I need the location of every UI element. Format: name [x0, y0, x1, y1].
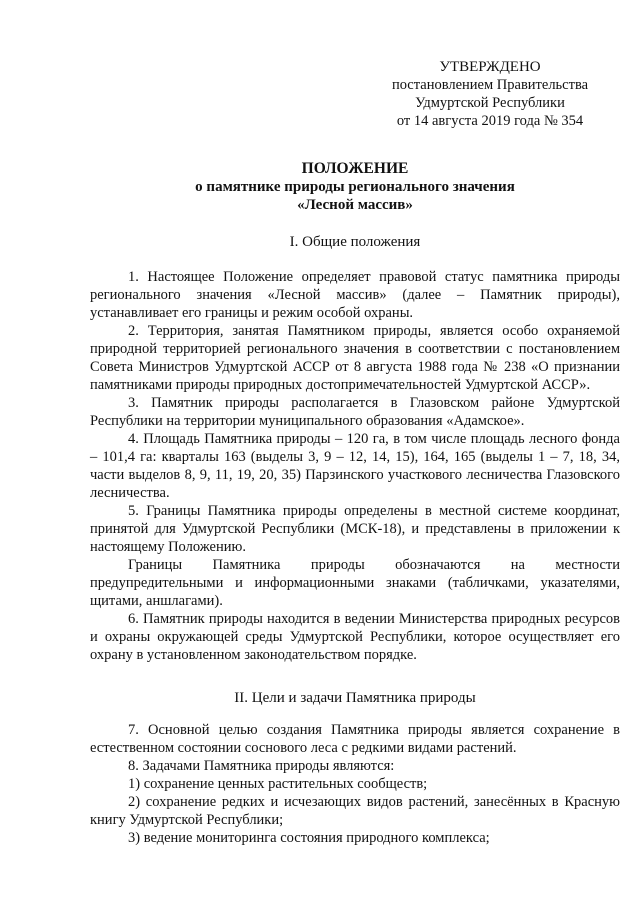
- document-title: [90, 160, 620, 214]
- paragraph: 7. Основной целью создания Памятника природы является сохранение в естественном состоянии соснового леса с редкими видами растений.: [90, 722, 620, 756]
- list-item: 3) ведение мониторинга состояния природного комплекса;: [128, 830, 490, 846]
- section-body: [90, 721, 620, 847]
- approval-date: от 14 августа 2019 года № 354: [396, 113, 584, 129]
- paragraph: 8. Задачами Памятника природы являются:: [128, 758, 395, 774]
- section-heading: II. Цели и задачи Памятника природы: [234, 690, 476, 706]
- title-subtitle: о памятнике природы регионального значения: [195, 179, 515, 195]
- approval-stamp: [360, 58, 620, 130]
- paragraph: 5. Границы Памятника природы определены в местной системе координат, принятой для Удмуртской Республики (МСК-18), и представлены в приложении к настоящему Положению.: [90, 503, 620, 555]
- approval-line: постановлением Правительства: [391, 77, 589, 93]
- approval-line: Удмуртской Республики: [415, 95, 565, 111]
- list-item: 2) сохранение редких и исчезающих видов растений, занесённых в Красную книгу Удмуртской Республики;: [90, 794, 620, 828]
- title-main: ПОЛОЖЕНИЕ: [301, 160, 409, 177]
- paragraph: 4. Площадь Памятника природы – 120 га, в том числе площадь лесного фонда – 101,4 га: кварталы 163 (выделы 3, 9 – 12, 14, 15), 164, 165 (выделы 1 – 7, 18, 34, части выделов 8, 9, 11, 19, 20, 35) Парзинского участкового лесничества Глазовского лесничества.: [90, 431, 620, 501]
- paragraph: 6. Памятник природы находится в ведении Министерства природных ресурсов и охраны окружающей среды Удмуртской Республики, которое осуществляет его охрану в установленном законодательством порядке.: [90, 611, 620, 663]
- approval-heading: УТВЕРЖДЕНО: [439, 59, 541, 75]
- title-object-name: «Лесной массив»: [297, 197, 413, 213]
- paragraph: 2. Территория, занятая Памятником природы, является особо охраняемой природной территорией регионального значения в соответствии с постановлением Совета Министров Удмуртской АССР от 8 августа 1988 года № 238 «О признании памятниками природы природных достопримечательностей Удмуртской АССР».: [90, 323, 620, 393]
- paragraph: 3. Памятник природы располагается в Глазовском районе Удмуртской Республики на территории муниципального образования «Адамское».: [90, 395, 620, 429]
- section-heading: I. Общие положения: [289, 234, 421, 250]
- list-item: 1) сохранение ценных растительных сообществ;: [128, 776, 428, 792]
- paragraph: Границы Памятника природы обозначаются на местности предупредительными и информационными знаками (табличками, указателями, щитами, аншлагами).: [90, 557, 620, 609]
- paragraph: 1. Настоящее Положение определяет правовой статус памятника природы регионального значения «Лесной массив» (далее – Памятник природы), устанавливает его границы и режим особой охраны.: [90, 269, 620, 321]
- section-body: [90, 268, 620, 664]
